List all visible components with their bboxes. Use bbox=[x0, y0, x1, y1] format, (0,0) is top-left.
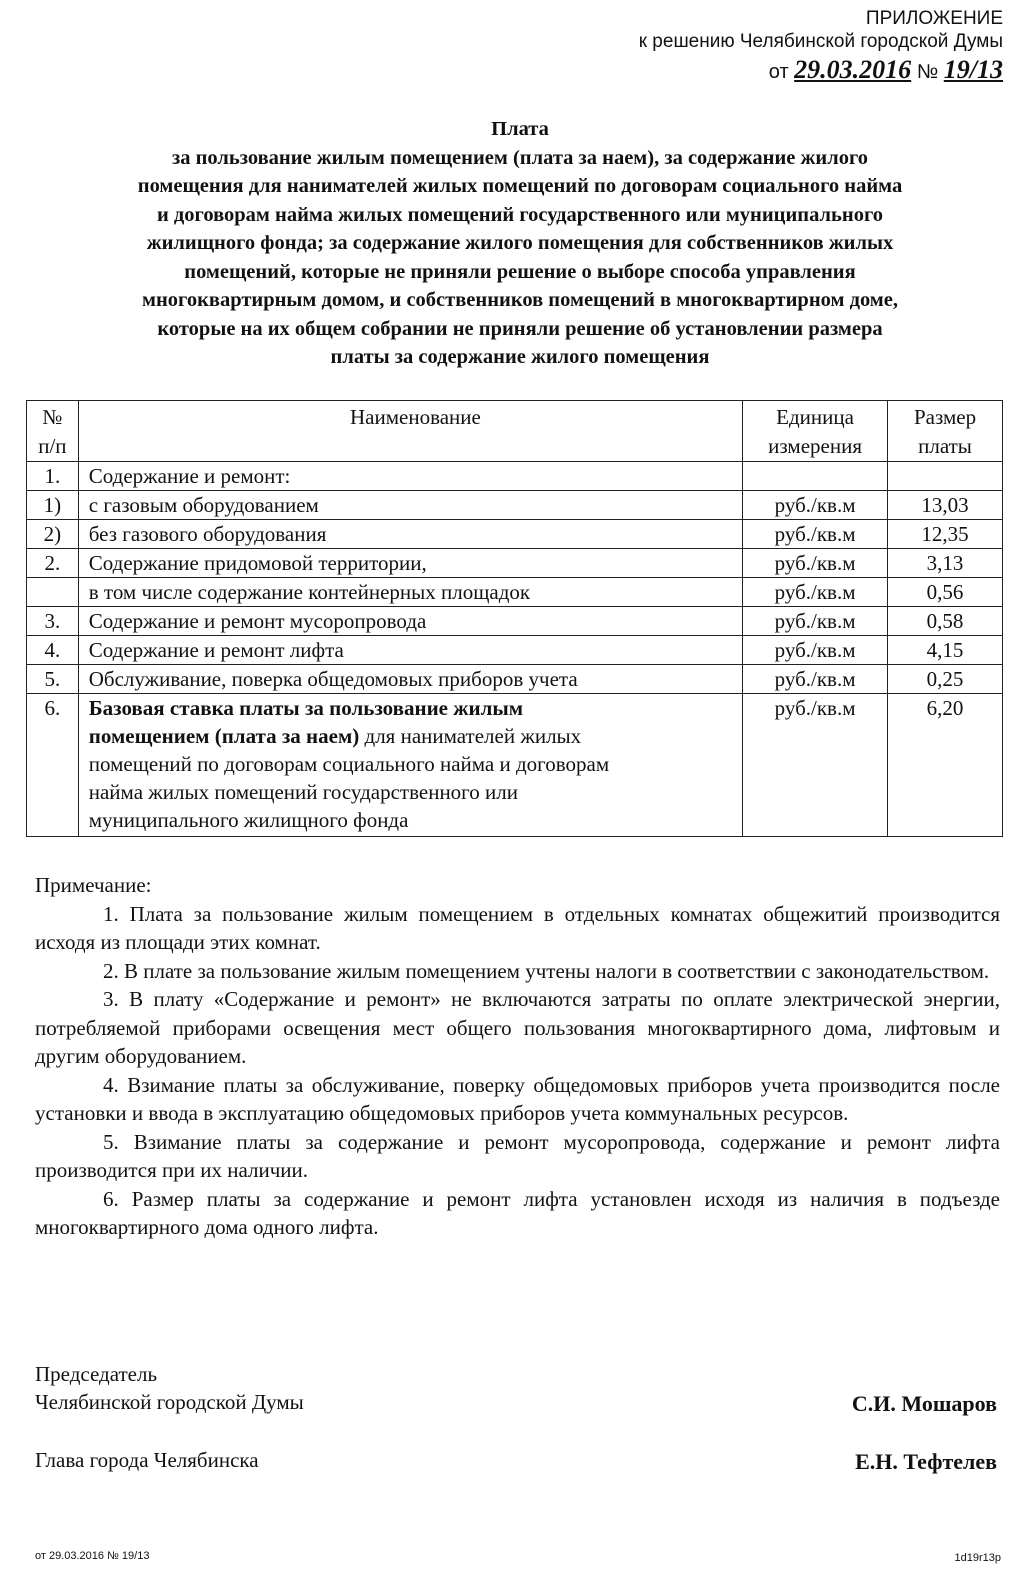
row-name: Содержание и ремонт мусоропровода bbox=[78, 607, 742, 636]
table-row bbox=[27, 578, 1003, 607]
header-num bbox=[27, 401, 79, 462]
row-value: 0,58 bbox=[888, 607, 1003, 636]
row-value: 13,03 bbox=[888, 491, 1003, 520]
table-header-row bbox=[27, 401, 1003, 462]
row-value: 6,20 bbox=[888, 694, 1003, 837]
document-title bbox=[40, 115, 1000, 372]
from-label: от bbox=[768, 61, 789, 83]
title-line: Плата bbox=[491, 118, 549, 140]
row-name-line: найма жилых помещений государственного или bbox=[88, 780, 518, 804]
row-name: Обслуживание, поверка общедомовых приборов учета bbox=[78, 665, 742, 694]
chair-title-line1: Председатель bbox=[35, 1362, 158, 1386]
header-unit bbox=[743, 401, 888, 462]
notes-heading: Примечание: bbox=[35, 873, 152, 897]
row-value: 12,35 bbox=[888, 520, 1003, 549]
title-line: помещений, которые не приняли решение о выборе способа управления bbox=[184, 260, 856, 283]
note-item: 2. В плате за пользование жилым помещением учтены налоги в соответствии с законодательством. bbox=[103, 958, 990, 983]
decision-date: 29.03.2016 bbox=[794, 55, 912, 84]
table-row bbox=[27, 491, 1003, 520]
header-unit-line: Единица bbox=[776, 405, 854, 429]
title-line: жилищного фонда; за содержание жилого помещения для собственников жилых bbox=[146, 232, 894, 254]
title-line: платы за содержание жилого помещения bbox=[330, 346, 710, 368]
row-num: 5. bbox=[27, 665, 79, 694]
row-num: 2. bbox=[27, 549, 79, 578]
table-row bbox=[27, 636, 1003, 665]
row-name: Содержание и ремонт: bbox=[78, 462, 742, 491]
table-row bbox=[27, 520, 1003, 549]
header-size bbox=[888, 401, 1003, 462]
row-name-line: муниципального жилищного фонда bbox=[88, 808, 409, 832]
row-num: 1. bbox=[27, 462, 79, 491]
row-num: 6. bbox=[27, 694, 79, 837]
row-name-line: помещений по договорам социального найма и договорам bbox=[88, 752, 610, 776]
row-unit: руб./кв.м bbox=[743, 636, 888, 665]
title-line: которые на их общем собрании не приняли решение об установлении размера bbox=[157, 317, 883, 340]
row-name-bold: помещением (плата за наем) bbox=[88, 724, 360, 748]
decision-reference: к решению Челябинской городской Думы bbox=[638, 31, 1003, 52]
note-item: 1. Плата за пользование жилым помещением в отдельных комнатах общежитий производится исходя из площади этих комнат. bbox=[35, 901, 1000, 954]
header-size-line: платы bbox=[918, 434, 972, 458]
row-unit: руб./кв.м bbox=[743, 578, 888, 607]
title-line: многоквартирным домом, и собственников помещений в многоквартирном доме, bbox=[142, 289, 898, 311]
header-num-line: п/п bbox=[38, 434, 67, 458]
row-unit: руб./кв.м bbox=[743, 520, 888, 549]
row-value: 4,15 bbox=[888, 636, 1003, 665]
row-name: без газового оборудования bbox=[78, 520, 742, 549]
row-name: Содержание и ремонт лифта bbox=[78, 636, 742, 665]
row-name-line bbox=[89, 722, 742, 750]
note-item: 3. В плату «Содержание и ремонт» не включаются затраты по оплате электрической энергии, потребляемой приборами освещения мест общего пользования многоквартирного дома, лифтовым и другим оборудованием. bbox=[35, 987, 1000, 1068]
row-num: 4. bbox=[27, 636, 79, 665]
table-row bbox=[27, 462, 1003, 491]
head-title: Глава города Челябинска bbox=[35, 1448, 259, 1472]
row-unit: руб./кв.м bbox=[743, 694, 888, 837]
header-size-line: Размер bbox=[913, 405, 977, 429]
header-name bbox=[78, 401, 742, 462]
chair-title-line2: Челябинской городской Думы bbox=[35, 1390, 304, 1414]
notes-section bbox=[35, 871, 1000, 1242]
footer-code: 1d19r13p bbox=[954, 1552, 1001, 1564]
row-name: с газовым оборудованием bbox=[78, 491, 742, 520]
row-num: 3. bbox=[27, 607, 79, 636]
row-unit: руб./кв.м bbox=[743, 607, 888, 636]
row-num: 1) bbox=[27, 491, 79, 520]
table-row bbox=[27, 665, 1003, 694]
row-num: 2) bbox=[27, 520, 79, 549]
row-num bbox=[27, 578, 79, 607]
appendix-label: ПРИЛОЖЕНИЕ bbox=[865, 8, 1003, 29]
head-name: Е.Н. Тефтелев bbox=[855, 1449, 997, 1474]
header-name-text: Наименование bbox=[350, 405, 481, 429]
title-line: помещения для нанимателей жилых помещений по договорам социального найма bbox=[137, 175, 903, 197]
title-line: и договорам найма жилых помещений государственного или муниципального bbox=[157, 203, 883, 226]
table-row bbox=[27, 549, 1003, 578]
row-value: 0,25 bbox=[888, 665, 1003, 694]
row-name bbox=[78, 694, 742, 837]
row-name-line: Базовая ставка платы за пользование жилым bbox=[88, 696, 524, 720]
table-row bbox=[27, 694, 1003, 837]
note-item: 6. Размер платы за содержание и ремонт лифта установлен исходя из наличия в подъезде многоквартирного дома одного лифта. bbox=[35, 1186, 1000, 1239]
decision-date-number bbox=[769, 55, 1003, 87]
title-line: за пользование жилым помещением (плата за наем), за содержание жилого bbox=[171, 146, 869, 169]
table-row bbox=[27, 607, 1003, 636]
chair-name: С.И. Мошаров bbox=[851, 1391, 997, 1416]
row-value bbox=[888, 462, 1003, 491]
decision-number: 19/13 bbox=[943, 55, 1003, 84]
row-value: 3,13 bbox=[888, 549, 1003, 578]
row-unit: руб./кв.м bbox=[743, 665, 888, 694]
row-unit bbox=[743, 462, 888, 491]
row-unit: руб./кв.м bbox=[743, 491, 888, 520]
row-name-rest: для нанимателей жилых bbox=[359, 724, 582, 748]
row-value: 0,56 bbox=[888, 578, 1003, 607]
header-num-line: № bbox=[42, 405, 63, 429]
header-unit-line: измерения bbox=[768, 434, 862, 458]
footer-reference: от 29.03.2016 № 19/13 bbox=[35, 1550, 150, 1562]
note-item: 4. Взимание платы за обслуживание, поверку общедомовых приборов учета производится после установки и ввода в эксплуатацию общедомовых приборов учета коммунальных ресурсов. bbox=[35, 1072, 1000, 1125]
note-item: 5. Взимание платы за содержание и ремонт мусоропровода, содержание и ремонт лифта производится при их наличии. bbox=[35, 1129, 1000, 1182]
number-label: № bbox=[916, 61, 939, 83]
row-unit: руб./кв.м bbox=[743, 549, 888, 578]
rates-table bbox=[26, 400, 1003, 837]
row-name: Содержание придомовой территории, bbox=[78, 549, 742, 578]
row-name: в том числе содержание контейнерных площадок bbox=[78, 578, 742, 607]
